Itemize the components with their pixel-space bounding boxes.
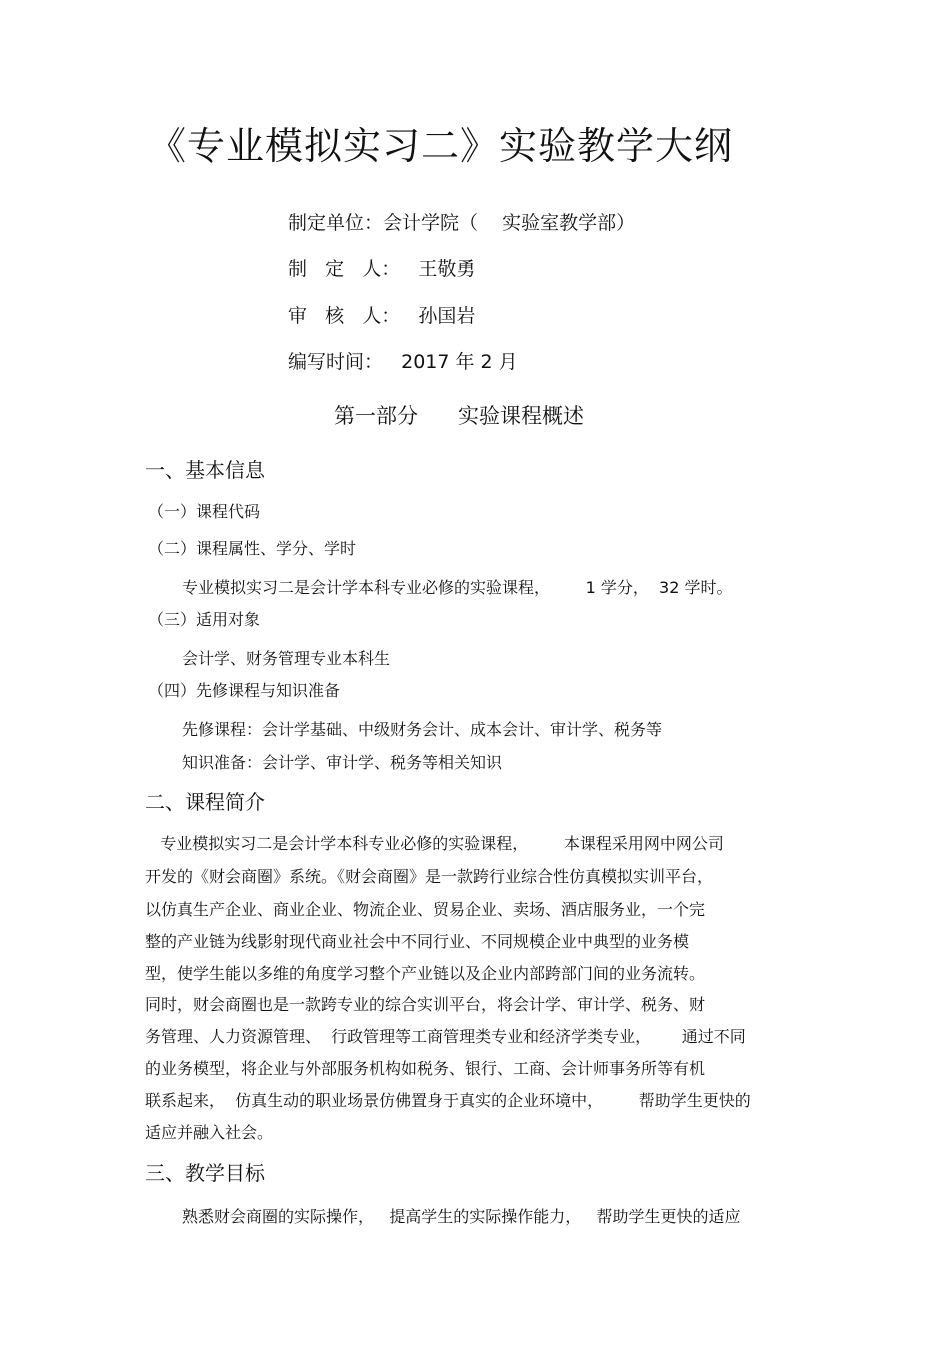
meta-author: 制 定 人： 王敬勇 [288,258,476,280]
subheading-audience: （三）适用对象 [148,610,261,629]
section-heading-teaching-goals: 三、教学目标 [145,1161,265,1185]
meta-reviewer: 审 核 人： 孙国岩 [288,305,476,327]
teaching-goals-text: 熟悉财会商圈的实际操作， 提高学生的实际操作能力， 帮助学生更快的适应 [182,1207,741,1226]
section-heading-basic-info: 一、基本信息 [145,458,265,482]
intro-paragraph-line: 以仿真生产企业、商业企业、物流企业、贸易企业、卖场、酒店服务业，一个完 [145,900,706,919]
intro-paragraph-line: 开发的《财会商圈》系统。《财会商圈》是一款跨行业综合性仿真模拟实训平台， [145,867,714,886]
intro-paragraph-line: 联系起来， 仿真生动的职业场景仿佛置身于真实的企业环境中， 帮助学生更快的 [145,1091,751,1110]
subheading-course-code: （一）课程代码 [148,502,261,521]
audience-text: 会计学、财务管理专业本科生 [182,649,391,668]
meta-date: 编写时间： 2017 年 2 月 [288,351,518,373]
intro-paragraph-line: 同时，财会商圈也是一款跨专业的综合实训平台，将会计学、审计学、税务、财 [145,995,706,1014]
intro-paragraph-line: 的业务模型，将企业与外部服务机构如税务、银行、工商、会计师事务所等有机 [145,1059,706,1078]
intro-paragraph-line: 适应并融入社会。 [145,1123,274,1142]
meta-unit: 制定单位：会计学院（ 实验室教学部） [288,212,636,234]
subheading-course-attributes: （二）课程属性、学分、学时 [148,539,357,558]
prerequisite-courses-text: 先修课程：会计学基础、中级财务会计、成本会计、审计学、税务等 [182,720,663,739]
intro-paragraph-line: 型，使学生能以多维的角度学习整个产业链以及企业内部跨部门间的业务流转。 [145,964,706,983]
intro-paragraph-line: 务管理、人力资源管理、 行政管理等工商管理类专业和经济学类专业， 通过不同 [145,1027,746,1046]
intro-paragraph-line: 整的产业链为线影射现代商业社会中不同行业、不同规模企业中典型的业务模 [145,932,690,951]
knowledge-preparation-text: 知识准备：会计学、审计学、税务等相关知识 [182,753,503,772]
course-attributes-text: 专业模拟实习二是会计学本科专业必修的实验课程， 1 学分， 32 学时。 [182,578,733,597]
section-heading-course-intro: 二、课程简介 [145,790,265,814]
document-title: 《专业模拟实习二》实验教学大纲 [148,124,734,168]
part-heading: 第一部分 实验课程概述 [334,404,585,428]
subheading-prerequisites: （四）先修课程与知识准备 [148,681,341,700]
intro-paragraph-line: 专业模拟实习二是会计学本科专业必修的实验课程， 本课程采用网中网公司 [145,834,724,853]
